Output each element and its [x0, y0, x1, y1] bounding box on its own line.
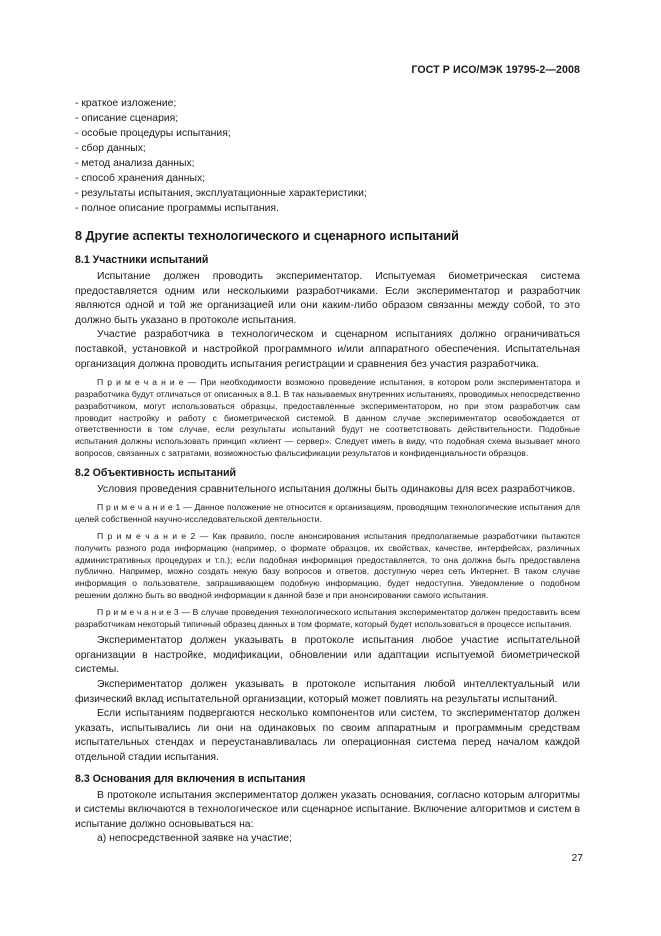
paragraph: Если испытаниям подвергаются несколько компонентов или систем, то экспериментатор должен указать, испытывались ли они на одинаковых по своим аппаратным и программным средствам испытательных стендах и переустанавливалась ли операционная система перед началом каждой отдельной стадии испытания. — [75, 708, 580, 764]
section-8-2-title: 8.2 Объективность испытаний — [75, 466, 237, 479]
note-label: П р и м е ч а н и е — [97, 377, 184, 388]
report-contents-list — [75, 96, 580, 216]
paragraph: Испытание должен проводить экспериментатор. Испытуемая биометрическая система предоставляется одним или несколькими разработчиками. Если экспериментатор и разработчик являются одной и той же организацией или они каким-либо образом связанны между собой, то это должно быть указано в протоколе испытания. — [75, 271, 580, 326]
note-label: П р и м е ч а н и е — [97, 606, 172, 617]
note — [75, 502, 580, 526]
note — [75, 607, 580, 631]
paragraph: Условия проведения сравнительного испытания должны быть одинаковы для всех разработчиков. — [97, 483, 576, 495]
page-content — [75, 96, 580, 847]
paragraph: В протоколе испытания экспериментатор должен указать основания, согласно которым алгоритмы и системы включаются в технологическое или сценарное испытание. Включение алгоритмов и систем в испытание должно основываться на: — [75, 789, 580, 830]
section-8-3-title: 8.3 Основания для включения в испытания — [75, 772, 306, 785]
note-text: 3 — В случае проведения технологического испытания экспериментатор должен предоставить всем разработчикам некоторый типичный образец данных в том формате, который будет использоваться в процессе испытания. — [75, 606, 581, 629]
list-item: - полное описание программы испытания. — [75, 203, 279, 214]
note-text: 1 — Данное положение не относится к организациям, проводящим технологические испытания для целей собственной научно-исследовательской деятельности. — [75, 502, 580, 525]
section-8-1-title: 8.1 Участники испытаний — [75, 254, 209, 266]
note-text: 2 — Как правило, после анонсирования испытания предполагаемые разработчики пытаются получить разного рода информацию (например, о формате образцов, их свойствах, качестве, интерфейсах, различных административных процедурах и т.п.); если подобная информация предоставляется, то она должна быть предоставлена публично. Например, можно создать некую базу вопросов и ответов, доступную через сеть Интернет. В таком случае информация о пользователе, запрашивающем подобную информацию, будет недоступна. Уведомление о подобном решении должно быть во вводной информации к данной базе и при анонсировании самого испытания. — [75, 530, 581, 600]
note-label: П р и м е ч а н и е — [97, 502, 173, 513]
list-item: - особые процедуры испытания; — [75, 128, 231, 139]
paragraph: Участие разработчика в технологическом и сценарном испытаниях должно ограничиваться поставкой, установкой и настройкой программного и/или аппаратного обеспечения. Испытательная организация должна проводить испытания регистрации и сравнения без участия разработчика. — [75, 329, 580, 370]
note-text: — При необходимости возможно проведение испытания, в котором роли экспериментатора и разработчика будут отличаться от описанных в 8.1. В так называемых внутренних испытаниях, проводимых непосредственно разработчиком, могут использоваться образцы, предоставленные экспериментатором, но при этом разработчик сам проводит настройку и работу с биометрической системой. В данном случае экспериментатор освобождается от ответственности в том случае, если результаты испытаний будут не соответствовать действительности. Подобные испытания должны использовать принцип «клиент — сервер». Следует иметь в виду, что подобная схема вызывает много вопросов, связанных с затратами, возможностью фальсификации результатов и конфиденциальности образцов. — [75, 377, 580, 458]
list-item: - сбор данных; — [75, 143, 146, 154]
note-label: П р и м е ч а н и е — [97, 530, 187, 541]
note — [75, 531, 580, 602]
list-item: - описание сценария; — [75, 113, 179, 124]
list-item: - краткое изложение; — [75, 98, 177, 109]
list-item: а) непосредственной заявке на участие; — [97, 833, 292, 845]
standard-header: ГОСТ Р ИСО/МЭК 19795-2—2008 — [411, 64, 580, 76]
note — [75, 377, 580, 460]
page-number: 27 — [571, 853, 583, 864]
list-item: - метод анализа данных; — [75, 158, 195, 169]
section-8-title: 8 Другие аспекты технологического и сценарного испытаний — [75, 229, 459, 243]
list-item: - результаты испытания, эксплуатационные характеристики; — [75, 188, 367, 199]
paragraph: Экспериментатор должен указывать в протоколе испытания любой интеллектуальный или физический вклад испытательной организации, который может повлиять на результаты испытаний. — [75, 679, 580, 705]
list-item: - способ хранения данных; — [75, 173, 206, 184]
paragraph: Экспериментатор должен указывать в протоколе испытания любое участие испытательной организации в настройке, модификации, обновлении или адаптации испытуемой биометрической системы. — [75, 635, 580, 676]
